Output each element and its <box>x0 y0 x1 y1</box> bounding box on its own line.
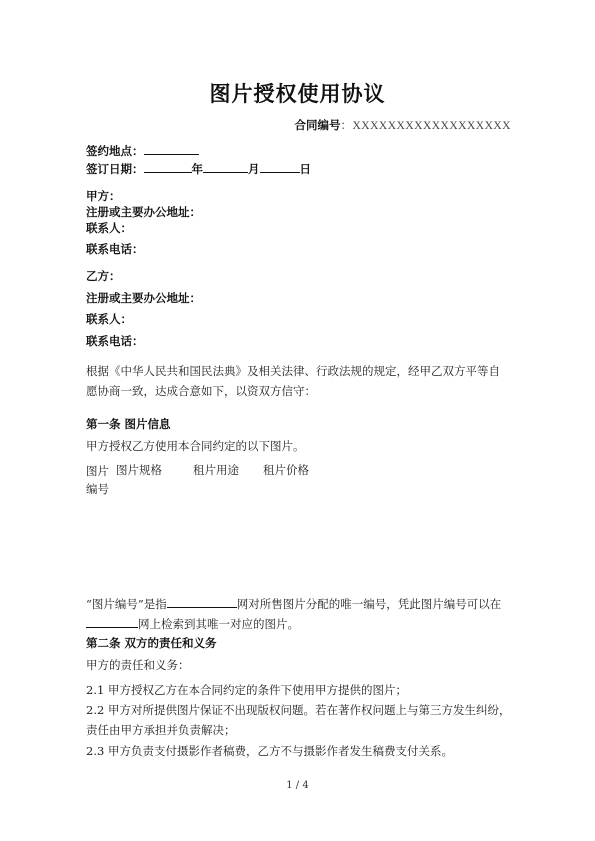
party-b-phone: 联系电话： <box>86 334 144 348</box>
contract-number-label: 合同编号 <box>294 118 341 132</box>
table-header-spec: 图片规格 <box>116 463 162 477</box>
contract-number <box>295 117 512 133</box>
day-blank <box>260 160 300 173</box>
sign-date <box>86 160 311 177</box>
note-blank-1 <box>167 595 237 608</box>
sign-place-label: 签约地点： <box>86 144 144 158</box>
note-blank-2 <box>86 615 138 628</box>
contract-number-value: XXXXXXXXXXXXXXXXXX <box>352 120 511 132</box>
table-header-price: 租片价格 <box>263 463 309 477</box>
party-a-label: 甲方： <box>86 189 121 203</box>
document-title: 图片授权使用协议 <box>209 82 386 106</box>
article-1-text: 甲方授权乙方使用本合同约定的以下图片。 <box>86 439 305 453</box>
day-label: 日 <box>299 162 311 176</box>
party-a-address: 注册或主要办公地址： <box>86 205 201 219</box>
party-a-duties-heading: 甲方的责任和义务： <box>86 658 190 672</box>
clause-2-1: 2.1 甲方授权乙方在本合同约定的条件下使用甲方提供的图片； <box>86 683 407 697</box>
clause-2-3: 2.3 甲方负责支付摄影作者稿费，乙方不与摄影作者发生稿费支付关系。 <box>86 744 453 758</box>
article-2-heading: 第二条 双方的责任和义务 <box>86 636 217 650</box>
month-label: 月 <box>248 162 260 176</box>
party-b-contact: 联系人： <box>86 312 132 326</box>
article-1-heading: 第一条 图片信息 <box>86 417 171 431</box>
sign-place <box>86 142 199 159</box>
note-text-2: 网对所售图片分配的唯一编号，凭此图片编号可以在 <box>236 597 502 611</box>
note-text-1: “图片编号”是指 <box>86 597 167 611</box>
sign-date-label: 签订日期： <box>86 162 144 176</box>
clause-2-2: 2.2 甲方对所提供图片保证不出现版权问题。若在著作权问题上与第三方发生纠纷，责任由甲方承担并负责解决； <box>86 703 511 737</box>
party-a-contact: 联系人： <box>86 221 132 235</box>
month-blank <box>203 160 248 173</box>
preamble-paragraph: 根据《中华人民共和国民法典》及相关法律、行政法规的规定，经甲乙双方平等自愿协商一致，达成合意如下，以资双方信守： <box>86 364 500 398</box>
party-b-label: 乙方： <box>86 269 121 283</box>
party-a-phone: 联系电话： <box>86 242 144 256</box>
page-number: 1 / 4 <box>286 780 309 791</box>
contract-number-separator: ： <box>340 120 353 132</box>
year-label: 年 <box>191 162 203 176</box>
party-b-address: 注册或主要办公地址： <box>86 291 201 305</box>
table-header-image-no: 图片编号 <box>86 464 109 496</box>
table-header-usage: 租片用途 <box>193 463 239 477</box>
sign-place-blank <box>144 142 199 155</box>
image-number-note <box>86 594 511 634</box>
note-text-3: 网上检索到其唯一对应的图片。 <box>138 617 299 631</box>
year-blank <box>144 160 192 173</box>
